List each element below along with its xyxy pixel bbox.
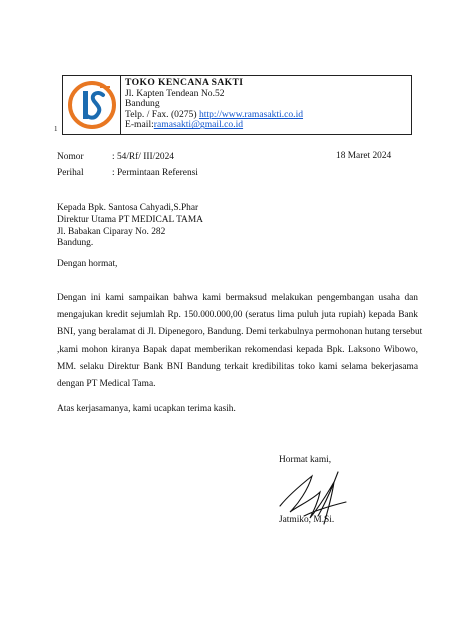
company-address: Jl. Kapten Tendean No.52 (125, 87, 225, 99)
closing-sentence: Atas kerjasamanya, kami ucapkan terima kasih. (57, 404, 236, 414)
body-line: MM. selaku Direktur Bank BNI Bandung terkait kredibilitas toko kami selama bekerjasama (57, 361, 418, 372)
company-name: TOKO KENCANA SAKTI (125, 77, 244, 88)
letterhead (62, 75, 412, 135)
recipient-line: Direktur Utama PT MEDICAL TAMA (57, 214, 203, 225)
letter-date: 18 Maret 2024 (336, 151, 392, 161)
letterhead-text (125, 78, 303, 131)
signer-name: Jatmiko, M.Si. (279, 515, 335, 525)
body-line: dengan PT Medical Tama. (57, 379, 156, 390)
body-line: Dengan ini kami sampaikan bahwa kami bermaksud melakukan pengembangan usaha dan (57, 293, 418, 303)
footnote-mark: 1 (54, 125, 58, 133)
email-link[interactable]: ramasakti@gmail.co.id (153, 119, 244, 131)
body-line: ,kami mohon kiranya Bapak dapat memberikan rekomendasi kepada Bpk. Laksono Wibowo, (57, 344, 418, 355)
company-logo (66, 78, 118, 132)
sign-salutation: Hormat kami, (279, 455, 332, 465)
email-prefix: E-mail: (125, 119, 154, 131)
nomor-label: Nomor (57, 152, 84, 162)
body-line: BNI, yang beralamat di Jl. Dipenegoro, Bandung. Demi terkabulnya permohonan hutang tersebut (57, 327, 423, 338)
recipient-line: Bandung. (57, 238, 94, 249)
phone-prefix: Telp. / Fax. (0275) (125, 108, 199, 120)
recipient-line: Jl. Babakan Ciparay No. 282 (57, 226, 166, 237)
body-line: mengajukan kredit sejumlah Rp. 150.000.000,00 (seratus lima puluh juta rupiah) kepada Bank (57, 310, 418, 321)
website-link[interactable]: http://www.ramasakti.co.id (198, 108, 304, 120)
perihal-label: Perihal (57, 168, 84, 178)
perihal-value: : Permintaan Referensi (112, 168, 198, 178)
body-paragraph (57, 290, 423, 393)
greeting: Dengan hormat, (57, 259, 118, 269)
recipient-block (57, 203, 203, 250)
logo-cell (63, 76, 121, 134)
recipient-line: Kepada Bpk. Santosa Cahyadi,S.Phar (57, 203, 199, 213)
nomor-value: : 54/Rf/ III/2024 (112, 152, 174, 162)
company-email-line (125, 120, 303, 131)
company-city: Bandung (125, 98, 160, 110)
